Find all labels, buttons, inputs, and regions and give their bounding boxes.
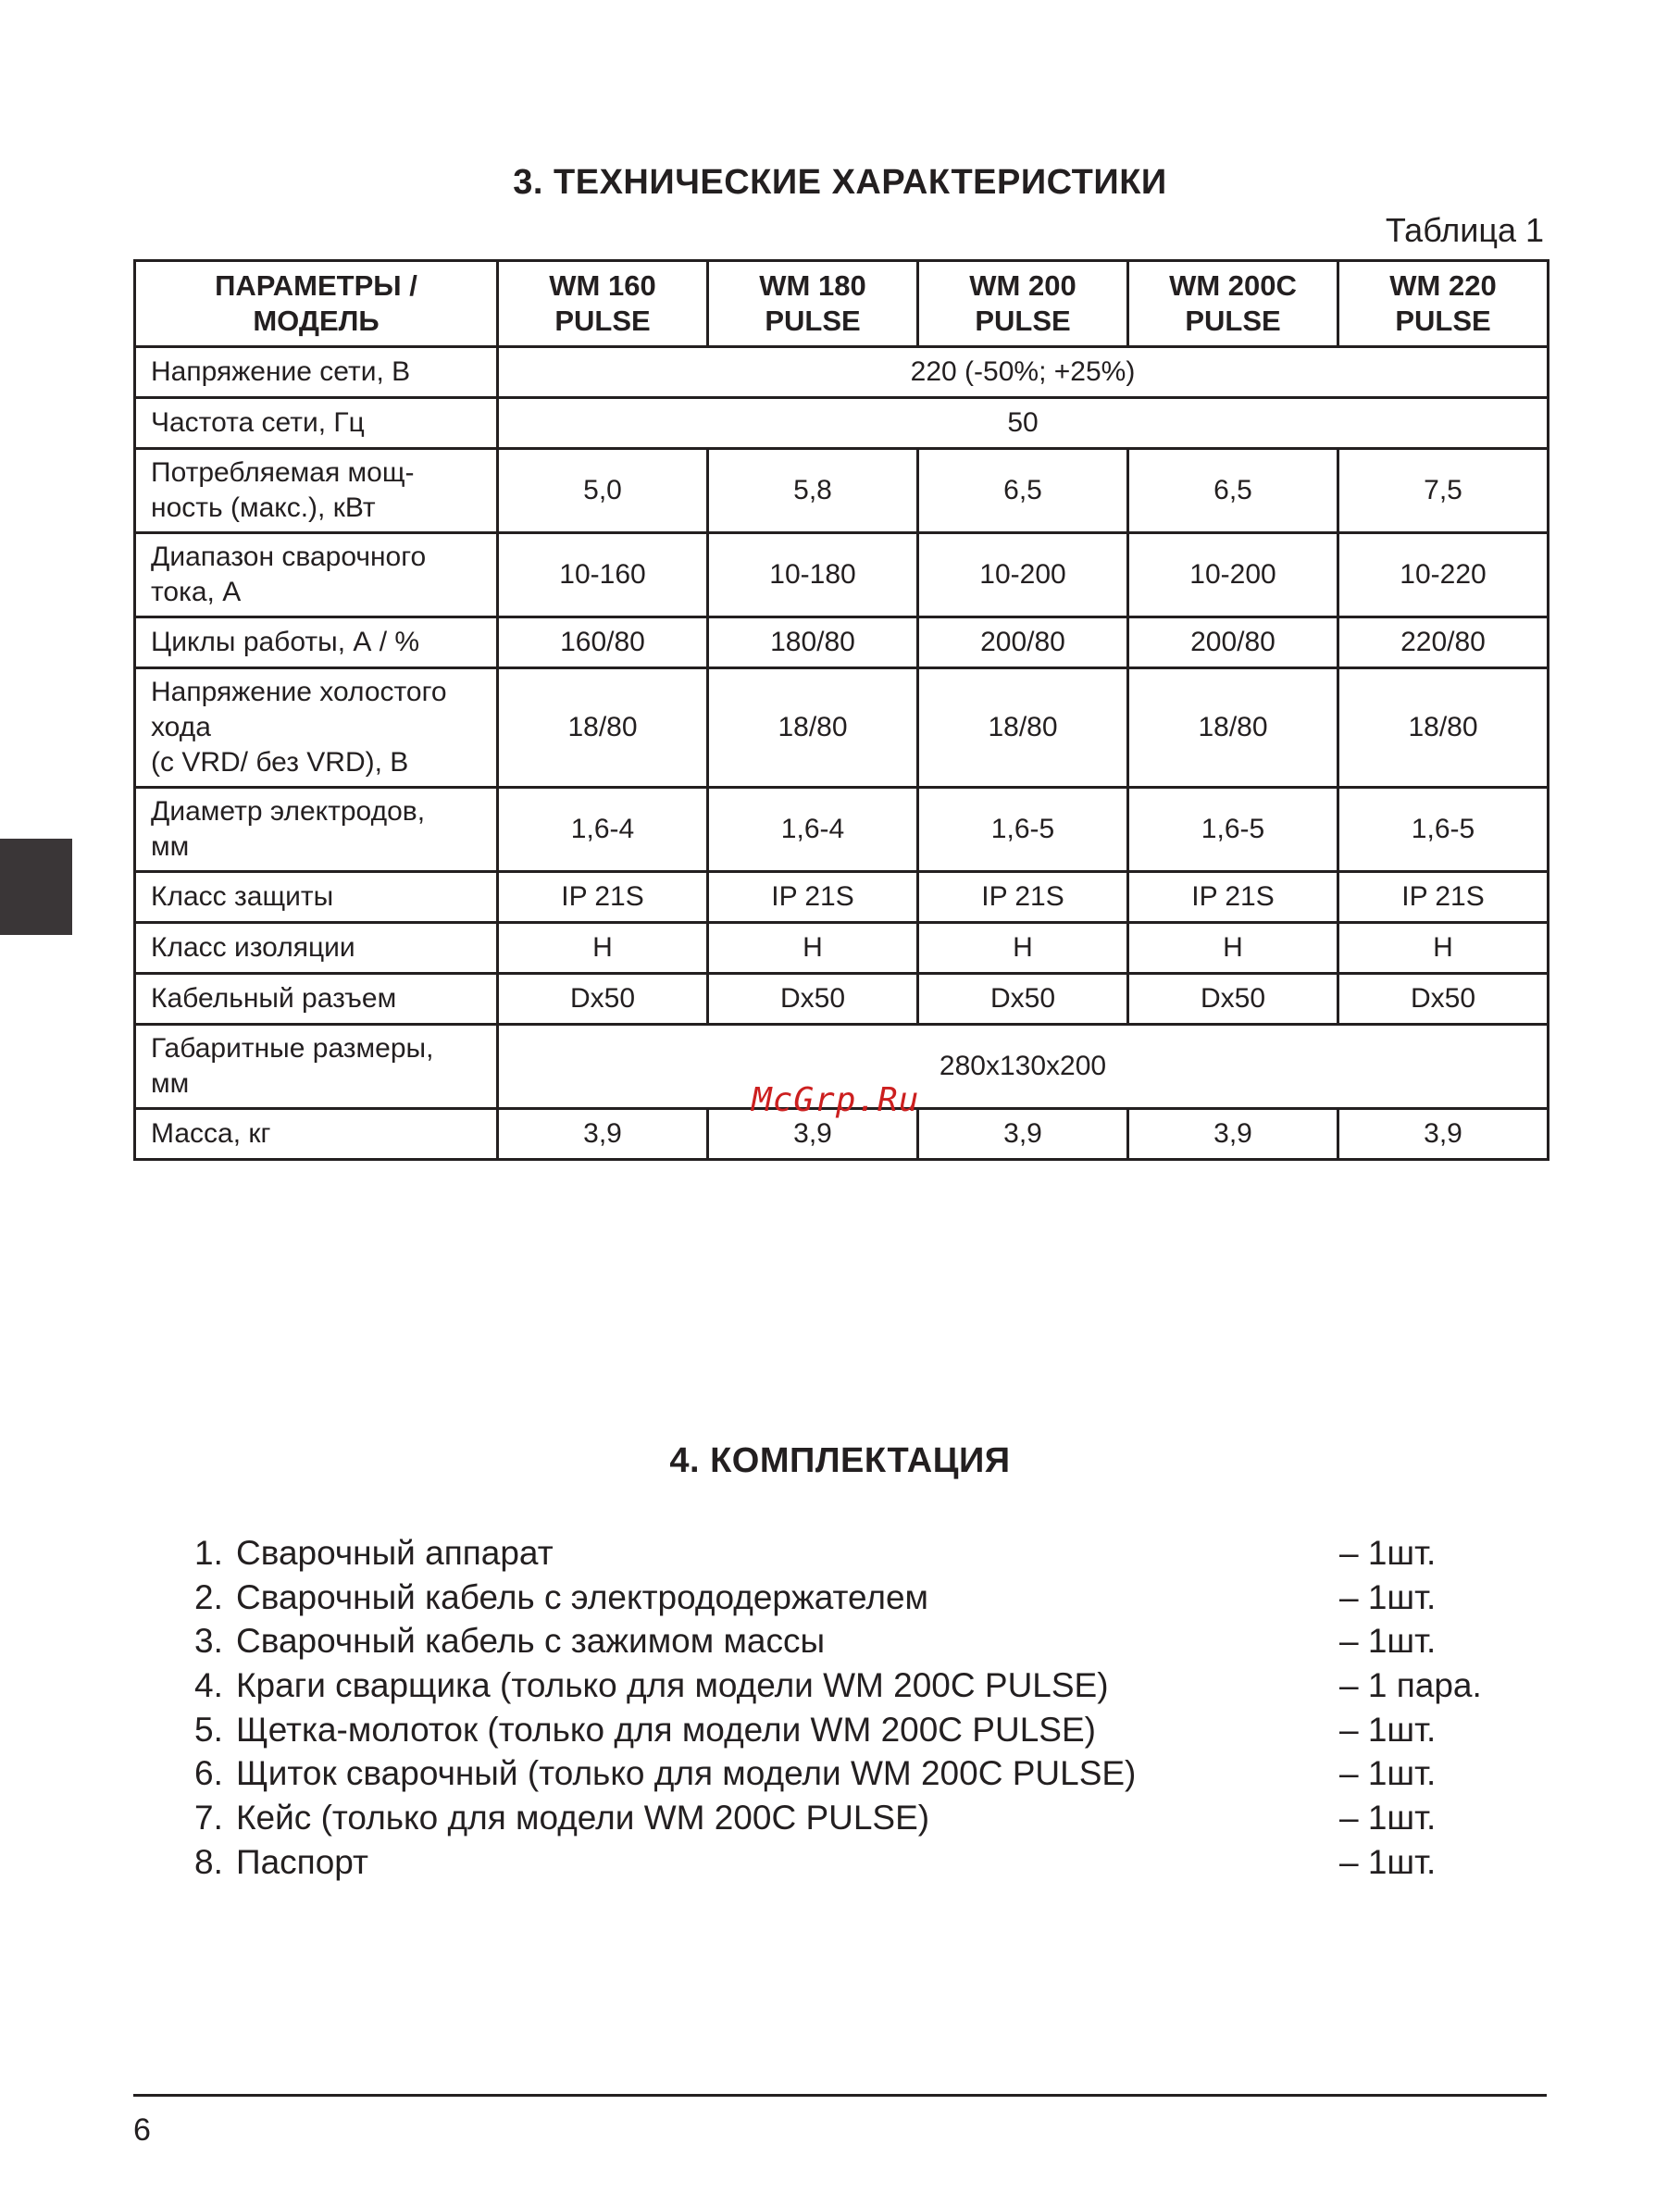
table-row — [135, 974, 1549, 1025]
row-label: Кабельный разъем — [135, 974, 498, 1025]
page-number: 6 — [133, 2112, 151, 2148]
row-value: 10-200 — [1128, 533, 1338, 617]
item-number: 2. — [194, 1577, 223, 1616]
row-value: 3,9 — [498, 1109, 708, 1160]
list-item — [194, 1619, 1583, 1663]
row-value: 18/80 — [1338, 668, 1549, 788]
list-item — [194, 1796, 1583, 1840]
row-label: Диаметр электродов, мм — [135, 788, 498, 872]
table-caption: Таблица 1 — [1385, 211, 1544, 249]
row-value: 50 — [498, 398, 1549, 449]
item-quantity: – 1шт. — [1339, 1622, 1437, 1661]
item-number: 5. — [194, 1710, 223, 1749]
row-value: 10-160 — [498, 533, 708, 617]
row-value: IP 21S — [918, 872, 1128, 923]
row-label: Габаритные размеры, мм — [135, 1025, 498, 1109]
header-model: WM 200 PULSE — [918, 261, 1128, 347]
item-number: 6. — [194, 1754, 223, 1793]
row-value: Dx50 — [1128, 974, 1338, 1025]
list-item — [194, 1576, 1583, 1620]
section-3-title: 3. ТЕХНИЧЕСКИЕ ХАРАКТЕРИСТИКИ — [513, 163, 1167, 202]
row-value: H — [1338, 923, 1549, 974]
item-name: Кейс (только для модели WM 200C PULSE) — [236, 1799, 930, 1838]
table-row — [135, 398, 1549, 449]
item-name: Краги сварщика (только для модели WM 200C PULSE) — [236, 1666, 1109, 1705]
item-number: 8. — [194, 1842, 223, 1881]
item-name: Щиток сварочный (только для модели WM 200C PULSE) — [236, 1754, 1137, 1793]
row-value: 160/80 — [498, 617, 708, 668]
row-value: Dx50 — [1338, 974, 1549, 1025]
row-value: 5,0 — [498, 449, 708, 533]
row-value: H — [498, 923, 708, 974]
row-value: IP 21S — [1338, 872, 1549, 923]
row-value: 3,9 — [1338, 1109, 1549, 1160]
row-value: 200/80 — [918, 617, 1128, 668]
section-4-title: 4. КОМПЛЕКТАЦИЯ — [669, 1441, 1011, 1480]
item-name: Сварочный аппарат — [236, 1534, 554, 1572]
row-value: 10-220 — [1338, 533, 1549, 617]
item-number: 7. — [194, 1799, 223, 1838]
header-model: WM 220 PULSE — [1338, 261, 1549, 347]
row-value: 18/80 — [498, 668, 708, 788]
row-value: 18/80 — [1128, 668, 1338, 788]
specifications-table — [133, 259, 1549, 1161]
item-number: 1. — [194, 1534, 223, 1572]
row-value: 3,9 — [1128, 1109, 1338, 1160]
item-number: 3. — [194, 1622, 223, 1661]
row-value: 280x130x200 — [498, 1025, 1549, 1109]
row-label: Напряжение холостого хода (с VRD/ без VRD), В — [135, 668, 498, 788]
table-row — [135, 872, 1549, 923]
table-row — [135, 923, 1549, 974]
item-name: Сварочный кабель с электрододержателем — [236, 1577, 928, 1616]
item-name: Сварочный кабель с зажимом массы — [236, 1622, 826, 1661]
table-row — [135, 668, 1549, 788]
row-value: 220/80 — [1338, 617, 1549, 668]
item-quantity: – 1шт. — [1339, 1577, 1437, 1616]
row-value: 3,9 — [918, 1109, 1128, 1160]
watermark: McGrp.Ru — [752, 1081, 920, 1119]
row-label: Диапазон сварочного тока, А — [135, 533, 498, 617]
row-value: 3,9 — [708, 1109, 918, 1160]
item-name: Щетка-молоток (только для модели WM 200C PULSE) — [236, 1710, 1096, 1749]
item-name: Паспорт — [236, 1842, 368, 1881]
row-label: Масса, кг — [135, 1109, 498, 1160]
row-value: Dx50 — [498, 974, 708, 1025]
row-label: Циклы работы, А / % — [135, 617, 498, 668]
side-tab-marker — [0, 839, 72, 935]
item-quantity: – 1шт. — [1339, 1842, 1437, 1881]
row-value: 7,5 — [1338, 449, 1549, 533]
table-header-row — [135, 261, 1549, 347]
kit-list — [194, 1531, 1583, 1885]
item-quantity: – 1шт. — [1339, 1799, 1437, 1838]
row-value: IP 21S — [708, 872, 918, 923]
header-model: WM 200C PULSE — [1128, 261, 1338, 347]
footer-divider — [133, 2094, 1547, 2097]
item-quantity: – 1шт. — [1339, 1754, 1437, 1793]
list-item — [194, 1840, 1583, 1885]
row-label: Напряжение сети, В — [135, 347, 498, 398]
row-value: 6,5 — [918, 449, 1128, 533]
row-value: 180/80 — [708, 617, 918, 668]
header-param: ПАРАМЕТРЫ / МОДЕЛЬ — [135, 261, 498, 347]
row-value: 1,6-5 — [1128, 788, 1338, 872]
row-value: 6,5 — [1128, 449, 1338, 533]
row-value: 18/80 — [918, 668, 1128, 788]
row-value: IP 21S — [498, 872, 708, 923]
row-value: H — [918, 923, 1128, 974]
list-item — [194, 1531, 1583, 1576]
row-value: 1,6-5 — [1338, 788, 1549, 872]
row-value: H — [1128, 923, 1338, 974]
row-label: Класс защиты — [135, 872, 498, 923]
row-value: 1,6-4 — [498, 788, 708, 872]
row-value: 1,6-4 — [708, 788, 918, 872]
list-item — [194, 1708, 1583, 1752]
table-row — [135, 788, 1549, 872]
header-model: WM 160 PULSE — [498, 261, 708, 347]
header-model: WM 180 PULSE — [708, 261, 918, 347]
row-value: 18/80 — [708, 668, 918, 788]
row-value: Dx50 — [918, 974, 1128, 1025]
item-quantity: – 1 пара. — [1339, 1666, 1482, 1705]
item-quantity: – 1шт. — [1339, 1534, 1437, 1572]
row-label: Класс изоляции — [135, 923, 498, 974]
row-value: 10-180 — [708, 533, 918, 617]
row-value: 1,6-5 — [918, 788, 1128, 872]
row-value: H — [708, 923, 918, 974]
row-value: Dx50 — [708, 974, 918, 1025]
table-row — [135, 533, 1549, 617]
row-value: 200/80 — [1128, 617, 1338, 668]
row-label: Частота сети, Гц — [135, 398, 498, 449]
row-value: 5,8 — [708, 449, 918, 533]
table-row — [135, 347, 1549, 398]
row-label: Потребляемая мощ- ность (макс.), кВт — [135, 449, 498, 533]
row-value: IP 21S — [1128, 872, 1338, 923]
table-row — [135, 449, 1549, 533]
item-number: 4. — [194, 1666, 223, 1705]
list-item — [194, 1663, 1583, 1708]
item-quantity: – 1шт. — [1339, 1710, 1437, 1749]
row-value: 10-200 — [918, 533, 1128, 617]
row-value: 220 (-50%; +25%) — [498, 347, 1549, 398]
list-item — [194, 1751, 1583, 1796]
table-row — [135, 617, 1549, 668]
